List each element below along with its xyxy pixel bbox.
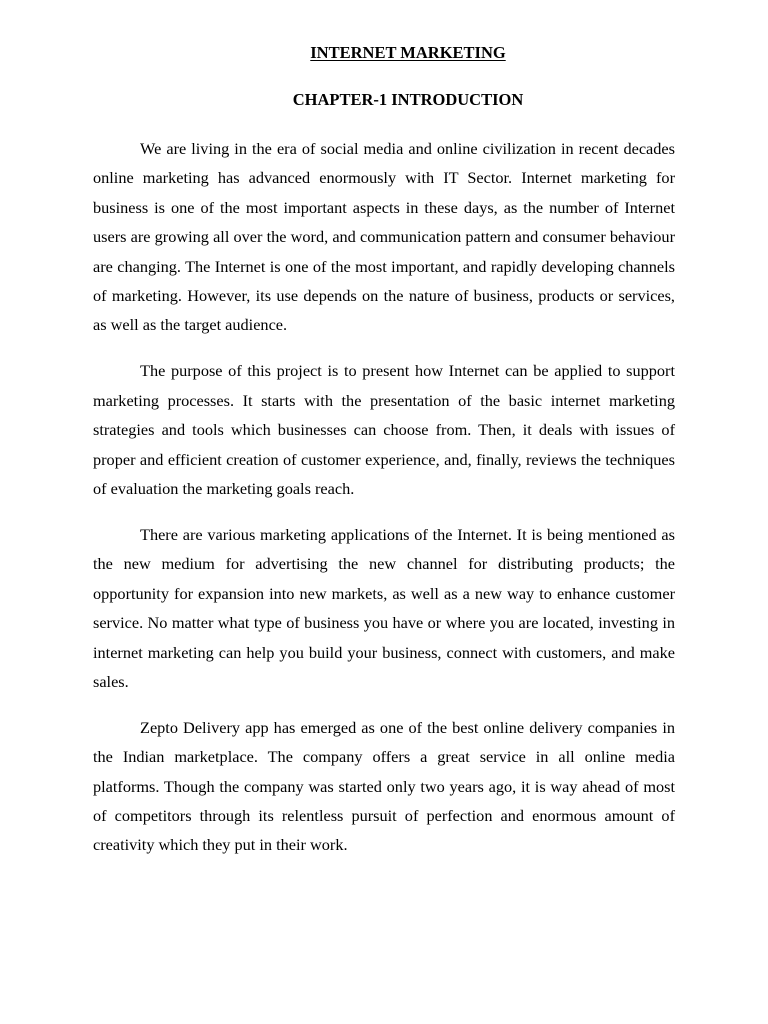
chapter-heading: CHAPTER-1 INTRODUCTION <box>292 90 524 109</box>
document-title: INTERNET MARKETING <box>310 43 506 62</box>
body-text <box>93 134 675 876</box>
paragraph-3: There are various marketing applications of the Internet. It is being mentioned as the new medium for advertising the new channel for distributing products; the opportunity for expansion into new markets, as well as a new way to enhance customer service. No matter what type of business you have or where you are located, investing in internet marketing can help you build your business, connect with customers, and make sales. <box>93 524 675 691</box>
paragraph-2: The purpose of this project is to present how Internet can be applied to support marketing processes. It starts with the presentation of the basic internet marketing strategies and tools which businesses can choose from. Then, it deals with issues of proper and efficient creation of customer experience, and, finally, reviews the techniques of evaluation the marketing goals reach. <box>93 361 675 498</box>
paragraph-1: We are living in the era of social media and online civilization in recent decades online marketing has advanced enormously with IT Sector. Internet marketing for business is one of the most important aspects in these days, as the number of Internet users are growing all over the word, and communication pattern and consumer behaviour are changing. The Internet is one of the most important, and rapidly developing channels of marketing. However, its use depends on the nature of business, products or services, as well as the target audience. <box>93 139 675 335</box>
paragraph-4: Zepto Delivery app has emerged as one of the best online delivery companies in the Indian marketplace. The company offers a great service in all online media platforms. Though the company was started only two years ago, it is way ahead of most of competitors through its relentless pursuit of perfection and enormous amount of creativity which they put in their work. <box>93 717 675 855</box>
